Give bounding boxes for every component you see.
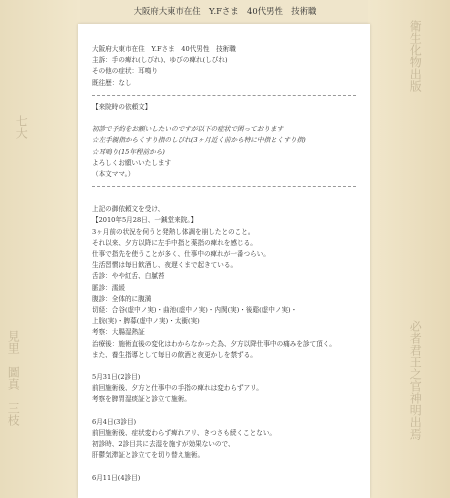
patient-line: 大阪府大東市在住 Y.Fさま 40代男性 技術職	[92, 45, 236, 53]
request-line: 初診で予約をお願いしたいのですが以下の症状で困っております	[92, 125, 284, 134]
record-line: 治療後：施術直後の変化はわからなかった為、夕方以降仕事中の痛みを診て頂く。	[92, 339, 336, 348]
left-bottom-scan-text: 見里 圖真 三枝	[6, 330, 21, 426]
request-line: よろしくお願いいたします	[92, 158, 172, 167]
page-header: 大阪府大東市在住 Y.Fさま 40代男性 技術職	[133, 6, 317, 16]
visit-line: 初診時、2診目共に去湿を施すが効果ないので、	[92, 440, 235, 449]
record-line: 上脘(実)・脾募(虚中ノ実)・太衝(実)	[92, 317, 200, 326]
visit-date: 6月4日(3診目)	[92, 417, 137, 426]
request-line: ☆耳鳴り(15年程前から)	[92, 147, 165, 156]
right-top-scan-text: 衛生化物出版	[408, 20, 423, 92]
request-line: ☆左手親指からくすり指のしびれ(3ヶ月近く前から特に中指とくすり指)	[92, 136, 306, 145]
visit-date: 6月11日(4診目)	[92, 473, 141, 482]
record-line: 仕事で指先を使うことが多く、仕事中の痺れが一番つらい。	[92, 250, 270, 258]
record-line: 切経：合谷(虚中ノ実)・曲池(虚中ノ実)・内関(実)・後谿(虚中ノ実)・	[92, 305, 298, 314]
divider	[92, 95, 356, 96]
request-line: （本文ママ。）	[92, 169, 135, 178]
visit-line: 前回施術後、症状変わらず痺れアリ、きつさも続くことない。	[92, 429, 277, 437]
record-line: 舌診：やや紅舌、白膩苔	[92, 272, 165, 281]
record-line: また、養生指導として毎日の飲酒と夜更かしを禁ずる。	[92, 350, 257, 359]
visit-line: 考察を脾胃湿痰証と診立て施術。	[92, 395, 191, 404]
record-line: 上記の御依頼文を受け、	[92, 205, 165, 214]
request-title: 【来院時の依頼文】	[92, 102, 152, 111]
record-line: 【2010年5月28日、一鍼堂来院。】	[92, 216, 198, 225]
visit-line: 肝鬱気滞証と診立てを切り替え施術。	[92, 451, 205, 460]
visit-date: 5月31日(2診目)	[92, 373, 141, 382]
record-line: 生活習慣は毎日飲酒し、夜遅くまで起きている。	[92, 261, 238, 270]
patient-line: 既往歴：なし	[92, 78, 132, 87]
content-card	[78, 24, 370, 498]
patient-line: 主訴：手の痺れ(しびれ)、ゆびの痺れ(しびれ)	[92, 56, 228, 65]
record-line: それ以来、夕方以降に左手中指と薬指の痺れを感じる。	[92, 238, 257, 247]
record-line: 脈診：濡緩	[92, 283, 125, 292]
record-line: 腹診：全体的に腹満	[92, 294, 152, 303]
right-bottom-scan-text: 必者君王之官神明出焉	[408, 320, 423, 440]
divider	[92, 186, 356, 187]
left-top-scan-text: 七大	[14, 115, 29, 139]
record-line: 考察：大腸湿熱証	[92, 328, 145, 337]
article-content	[92, 44, 356, 484]
patient-line: その他の症状：耳鳴り	[92, 67, 158, 76]
record-line: 3ヶ月前の状況を伺うと発熱し体調を崩したとのこと。	[92, 227, 255, 236]
visit-line: 前回施術後、夕方と仕事中の手指の痺れは変わらずアリ。	[92, 384, 263, 393]
